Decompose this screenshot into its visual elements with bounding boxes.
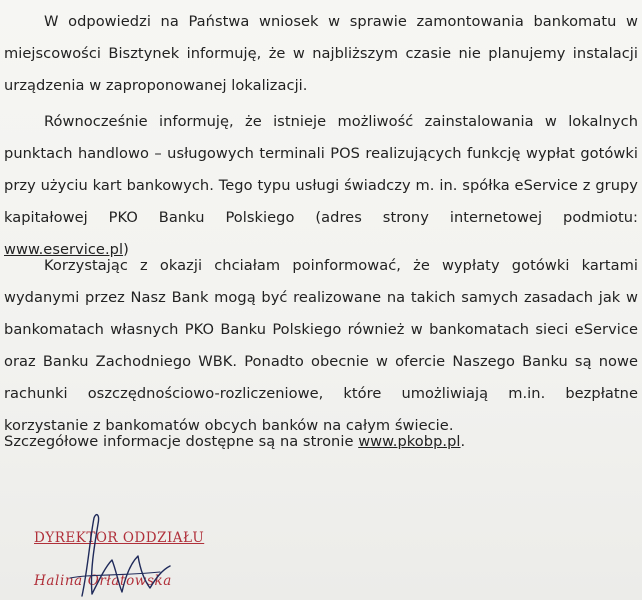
paragraph-pos-text: Równocześnie informuję, że istnieje możliwość zainstalowania w lokalnych punktach handlowo – usługowych terminali POS realizujących funkcję wypłat gotówki przy użyciu kart bankowych. Tego typu usługi świadczy m. in. spółka eService z grupy kapitałowej PKO Banku Polskiego (adres strony internetowej podmiotu:: [4, 113, 638, 226]
stamp-title: DYREKTOR ODDZIAŁU: [34, 530, 205, 546]
paragraph-details-end: .: [460, 433, 466, 450]
paragraph-pos-end: ): [123, 241, 129, 258]
paragraph-refusal: [4, 6, 638, 102]
pkobp-link[interactable]: www.pkobp.pl: [358, 433, 461, 450]
stamp-name: Halina Orłatowska: [34, 573, 172, 589]
paragraph-refusal-text: W odpowiedzi na Państwa wniosek w sprawie zamontowania bankomatu w miejscowości Bisztynek informuję, że w najbliższym czasie nie planujemy instalacji urządzenia w zaproponowanej lokalizacji.: [4, 13, 638, 94]
paragraph-details: [4, 426, 638, 458]
paragraph-details-text: Szczegółowe informacje dostępne są na stronie: [4, 433, 359, 450]
paragraph-atm-network: [4, 250, 638, 442]
handwritten-signature: [60, 508, 180, 600]
paragraph-atm-text: Korzystając z okazji chciałam poinformować, że wypłaty gotówki kartami wydanymi przez Nasz Bank mogą być realizowane na takich samych zasadach jak w bankomatach własnych PKO Banku Polskiego również w bankomatach sieci eService oraz Banku Zachodniego WBK. Ponadto obecnie w ofercie Naszego Banku są nowe rachunki oszczędnościowo-rozliczeniowe, które umożliwiają m.in. bezpłatne korzystanie z bankomatów obcych banków na całym świecie.: [4, 257, 638, 434]
eservice-link[interactable]: www.eservice.pl: [4, 241, 124, 258]
paragraph-pos-terminals: [4, 106, 638, 266]
